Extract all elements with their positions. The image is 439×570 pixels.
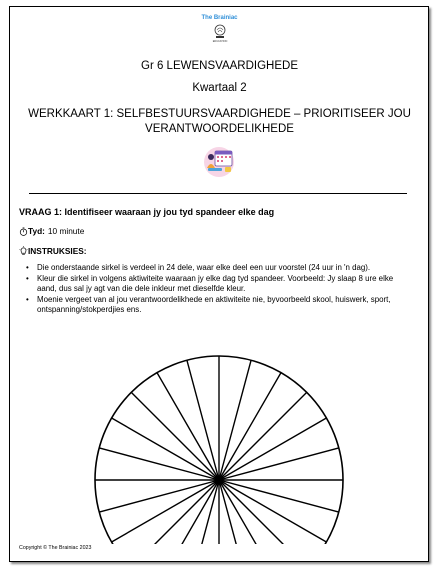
wheel-divider xyxy=(219,448,339,480)
wheel-divider xyxy=(219,480,307,544)
term-heading: Kwartaal 2 xyxy=(192,82,247,94)
brainiac-logo xyxy=(0,15,439,43)
time-label: Tyd: xyxy=(28,226,45,236)
wheel-divider xyxy=(219,373,281,480)
wheel-divider xyxy=(112,480,219,542)
wheel-divider xyxy=(219,392,307,480)
brain-logo-icon xyxy=(210,23,230,43)
lightbulb-icon xyxy=(19,246,28,256)
logo-sub-text: EDUCATION xyxy=(212,40,227,43)
copyright-footer: Copyright © The Brainiac 2023 xyxy=(19,545,92,551)
stopwatch-icon xyxy=(19,227,28,236)
wheel-divider xyxy=(219,360,251,480)
instruction-item: • Die onderstaande sirkel is verdeel in 24 dele, waar elke deel een uur voorstel (24 uur in 'n dag). xyxy=(26,263,412,273)
time-line xyxy=(19,226,84,236)
wheel-divider xyxy=(219,418,326,480)
wheel-divider xyxy=(219,480,339,512)
logo-brand-text: The Brainiac xyxy=(201,15,238,21)
wheel-divider xyxy=(99,448,219,480)
grade-subject-heading: Gr 6 LEWENSVAARDIGHEDE xyxy=(141,60,298,72)
wheel-divider xyxy=(157,373,219,480)
instructions-list xyxy=(26,263,412,316)
instruction-item: • Kleur die sirkel in volgens aktiwiteite waaraan jy elke dag tyd spandeer. Voorbeeld: Jy slaap 8 ure elke aand, dus sal jy agt van die dele inkleur met dieselfde kleur. xyxy=(26,274,412,294)
24-hour-wheel xyxy=(94,354,344,544)
instructions-label: INSTRUKSIES: xyxy=(28,246,87,256)
worksheet-title: WERKKAART 1: SELFBESTUURSVAARDIGHEDE – PRIORITISEER JOU VERANTWOORDELIKHEDE xyxy=(28,108,411,135)
instruction-item: • Moenie vergeet van al jou verantwoordelikhede en aktiwiteite nie, byvoorbeeld skool, huiswerk, sport, ontspanning/stokperdjies ens. xyxy=(26,295,412,315)
wheel-divider xyxy=(131,480,219,544)
question-heading: VRAAG 1: Identifiseer waaraan jy jou tyd spandeer elke dag xyxy=(19,207,275,217)
section-divider xyxy=(29,193,407,194)
wheel-divider xyxy=(99,480,219,512)
wheel-divider xyxy=(219,480,326,542)
instructions-heading xyxy=(19,246,87,256)
wheel-divider xyxy=(187,360,219,480)
wheel-divider xyxy=(131,392,219,480)
planner-illustration xyxy=(202,144,236,178)
wheel-divider xyxy=(112,418,219,480)
time-value: 10 minute xyxy=(47,226,85,236)
